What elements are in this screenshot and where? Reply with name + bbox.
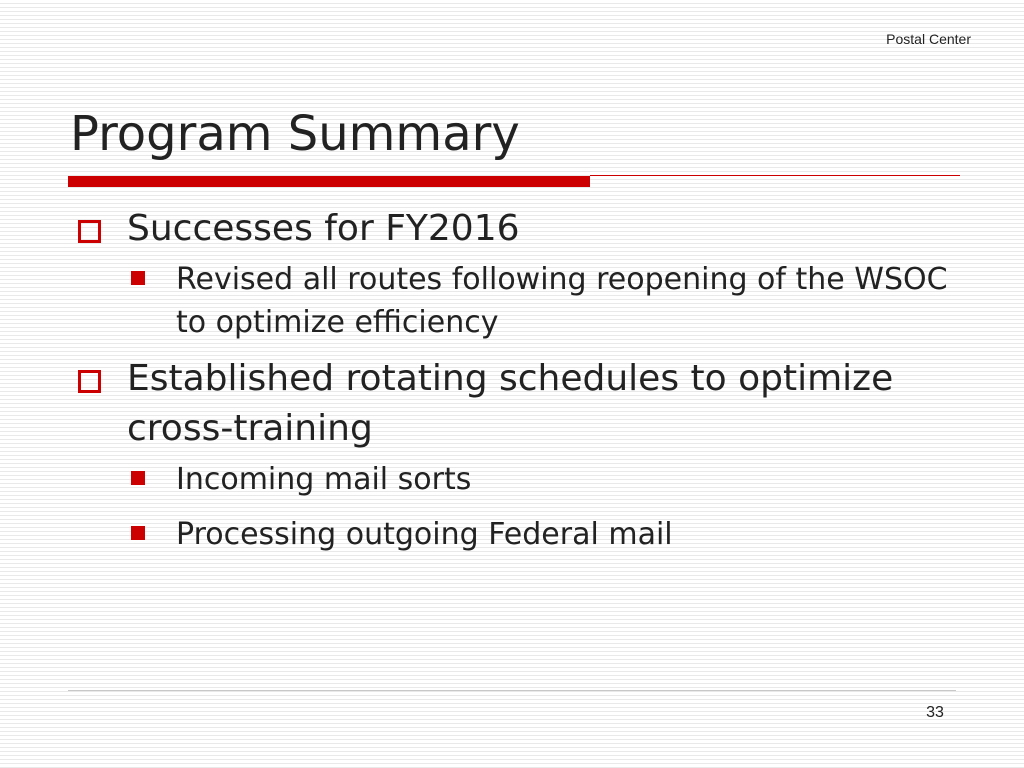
- hollow-square-icon: [78, 370, 101, 393]
- slide-content: [70, 204, 970, 556]
- page-number: 33: [926, 704, 944, 721]
- filled-square-icon: [131, 526, 145, 540]
- sub-bullet-text: Processing outgoing Federal mail: [176, 517, 673, 552]
- bullet-text: Established rotating schedules to optimize cross-training: [127, 358, 894, 449]
- bullet-rotating-schedules: [70, 354, 970, 454]
- title-underline-thin: [590, 175, 960, 176]
- sub-bullet-revised-routes: [70, 258, 970, 344]
- footer-divider: [68, 690, 956, 691]
- bullet-text: Successes for FY2016: [127, 208, 520, 249]
- title-underline-thick: [68, 176, 590, 187]
- sub-bullet-text: Incoming mail sorts: [176, 462, 472, 497]
- sub-bullet-text: Revised all routes following reopening of the WSOC to optimize efficiency: [176, 262, 948, 340]
- slide-title: Program Summary: [70, 106, 520, 162]
- bullet-successes: [70, 204, 970, 254]
- sub-bullet-outgoing-mail: [70, 513, 970, 556]
- hollow-square-icon: [78, 220, 101, 243]
- sub-bullet-incoming-mail: [70, 458, 970, 501]
- filled-square-icon: [131, 471, 145, 485]
- header-label: Postal Center: [886, 31, 971, 47]
- filled-square-icon: [131, 271, 145, 285]
